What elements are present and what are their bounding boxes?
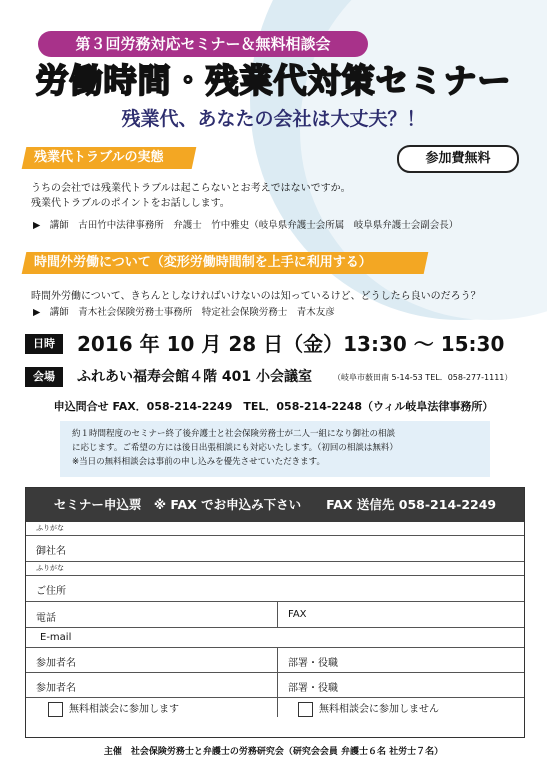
participant-row-1[interactable] [26,648,524,673]
not-attend-option[interactable] [298,700,439,717]
participant-label: 参加者名 [36,683,76,694]
notice-line: ※当日の無料相談会は事前の申し込みを優先させていただきます。 [72,457,325,467]
section2-tag: 時間外労働について（変形労働時間制を上手に利用する） [22,252,429,274]
page-subtitle: 残業代、あなたの会社は大丈夫？！ [121,108,426,130]
venue-label: 会場 [25,367,63,387]
department-label: 部署・役職 [288,658,338,669]
venue-name: ふれあい福寿会館４階 401 小会議室 [77,369,312,385]
company-name-label: 御社名 [36,546,66,557]
not-attend-label: 無料相談会に参加しません [319,704,439,715]
participant-label: 参加者名 [36,658,76,669]
furigana-label: ふりがな [36,524,64,532]
contact-info: 申込問合せ FAX．058-214-2249 TEL．058-214-2248（ウィル岐阜法律事務所） [53,400,494,413]
section2-lecturer: ▶ 講師 青木社会保険労務士事務所 特定社会保険労務士 青木友彦 [33,307,335,318]
department-label: 部署・役職 [288,683,338,694]
attend-option[interactable] [48,700,179,717]
page-title: 労働時間・残業代対策セミナー [35,61,512,100]
address-row[interactable] [26,576,524,602]
not-attend-checkbox[interactable] [298,702,313,717]
attend-label: 無料相談会に参加します [69,704,179,715]
application-form [25,487,525,738]
phone-fax-row[interactable] [26,602,524,628]
seminar-series-badge: 第３回労務対応セミナー＆無料相談会 [38,31,368,57]
date-label: 日時 [25,334,63,354]
participant-row-2[interactable] [26,673,524,698]
section1-text-2: 残業代トラブルのポイントをお話しします。 [31,198,230,209]
section1-text-1: うちの会社では残業代トラブルは起こらないとお考えではないですか。 [31,183,351,194]
fax-label: FAX [288,609,307,620]
consultation-options-row [26,698,524,717]
date-row [25,331,525,357]
consultation-notice [60,421,490,477]
email-row[interactable] [26,628,524,648]
tel-label: 電話 [36,613,56,624]
address-label: ご住所 [36,586,66,597]
section1-lecturer: ▶ 講師 古田竹中法律事務所 弁護士 竹中雅史（岐阜県弁護士会所属 岐阜県弁護士会副会長） [33,220,459,231]
form-header: セミナー申込票 ※ FAX でお申込み下さい FAX 送信先 058-214-2249 [26,488,524,522]
company-furigana-row[interactable] [26,522,524,536]
date-text: 2016 年 10 月 28 日（金）13:30 〜 15:30 [77,332,505,356]
attend-checkbox[interactable] [48,702,63,717]
company-name-row[interactable] [26,536,524,562]
column-divider [277,698,278,717]
column-divider [277,648,278,672]
furigana-label: ふりがな [36,564,64,572]
email-label: E-mail [40,632,72,643]
venue-row [25,367,535,387]
venue-address: （岐阜市薮田南 5-14-53 TEL．058-277-1111） [333,373,513,382]
address-furigana-row[interactable] [26,562,524,576]
column-divider [277,673,278,697]
column-divider [277,602,278,627]
notice-line: に応じます。ご希望の方には後日出張相談にも対応いたします。（初回の相談は無料） [72,443,398,453]
section1-tag: 残業代トラブルの実態 [22,147,197,169]
notice-line: 約１時間程度のセミナー終了後弁護士と社会保険労務士が二人一組になり御社の相談 [72,429,396,439]
organizer-footer: 主催 社会保険労務士と弁護士の労務研究会（研究会会員 弁護士６名 社労士７名） [103,747,444,757]
section2-text-1: 時間外労働について、きちんとしなければいけないのは知っているけど、どうしたら良いのだろう？ [31,291,481,302]
fee-badge: 参加費無料 [397,145,519,173]
